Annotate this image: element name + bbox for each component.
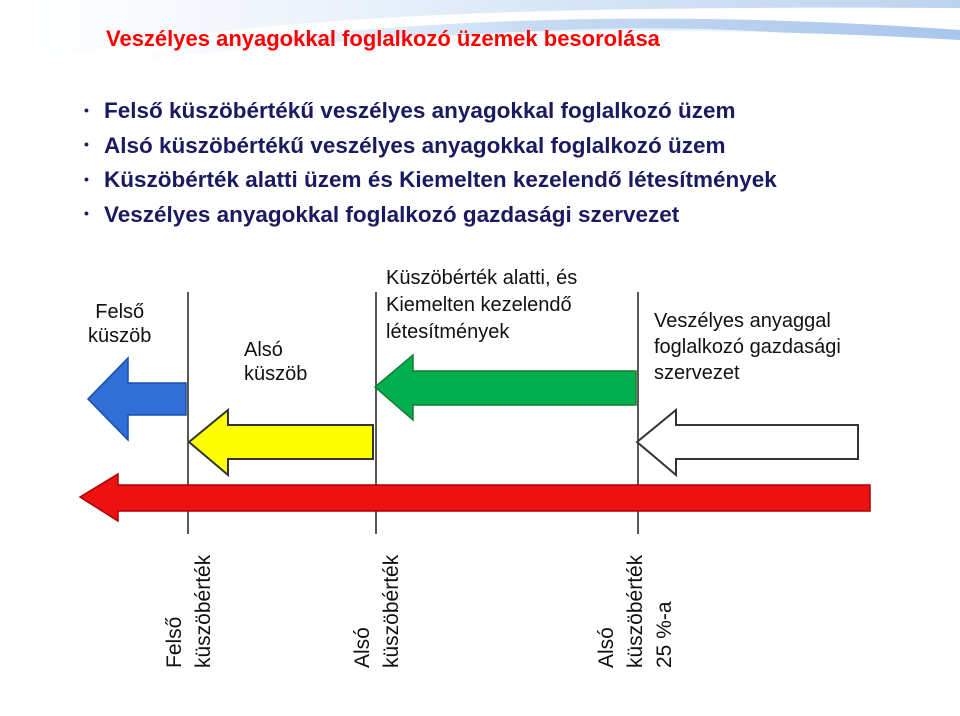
label-line: küszöbérték <box>624 554 647 668</box>
page-title: Veszélyes anyagokkal foglalkozó üzemek besorolása <box>106 26 660 51</box>
yellow-arrow <box>189 410 373 475</box>
bullet-dot: • <box>84 205 89 222</box>
label-line: 25 %-a <box>653 601 676 668</box>
bullet-text: Felső küszöbértékű veszélyes anyagokkal foglalkozó üzem <box>104 98 736 123</box>
label-line: Alsó <box>595 627 618 668</box>
bullet-dot: • <box>84 170 89 187</box>
label-line: Veszélyes anyaggal <box>654 310 831 332</box>
label-line: küszöbérték <box>380 554 403 668</box>
green-arrow <box>375 355 636 420</box>
label-line: küszöbérték <box>192 554 215 668</box>
label-line: foglalkozó gazdasági <box>654 336 841 358</box>
blue-arrow <box>88 358 186 440</box>
label-line: szervezet <box>654 362 740 384</box>
felso-kuszob-label <box>88 300 151 348</box>
label-line: Alsó <box>244 339 283 361</box>
label-line: küszöb <box>88 325 152 347</box>
red-arrow <box>80 474 870 521</box>
bullet-text: Alsó küszöbértékű veszélyes anyagokkal foglalkozó üzem <box>104 132 726 158</box>
bullet-text: Küszöbérték alatti üzem és Kiemelten kezelendő létesítmények <box>104 167 777 193</box>
also-kuszob-label <box>244 338 307 386</box>
alatti-label <box>386 265 577 346</box>
label-line: Kiemelten kezelendő <box>386 294 572 316</box>
label-line: Küszöbérték alatti, és <box>386 267 578 289</box>
label-line: Felső <box>163 616 186 668</box>
label-line: Felső <box>95 301 145 323</box>
bullet-dot: • <box>84 101 89 118</box>
bullet-dot: • <box>84 136 89 153</box>
bullet-text: Veszélyes anyagokkal foglalkozó gazdasági szervezet <box>104 201 680 227</box>
label-line: Alsó <box>351 627 374 668</box>
label-line: létesítmények <box>386 321 510 343</box>
felso-kuszoberték-label <box>160 555 218 668</box>
label-line: küszöb <box>244 363 308 385</box>
gazdasagi-szervezet-label <box>654 308 841 386</box>
also-kuszoberték-label <box>348 555 406 668</box>
white-arrow <box>637 410 858 475</box>
also-kuszoberték-25-label <box>592 555 679 668</box>
